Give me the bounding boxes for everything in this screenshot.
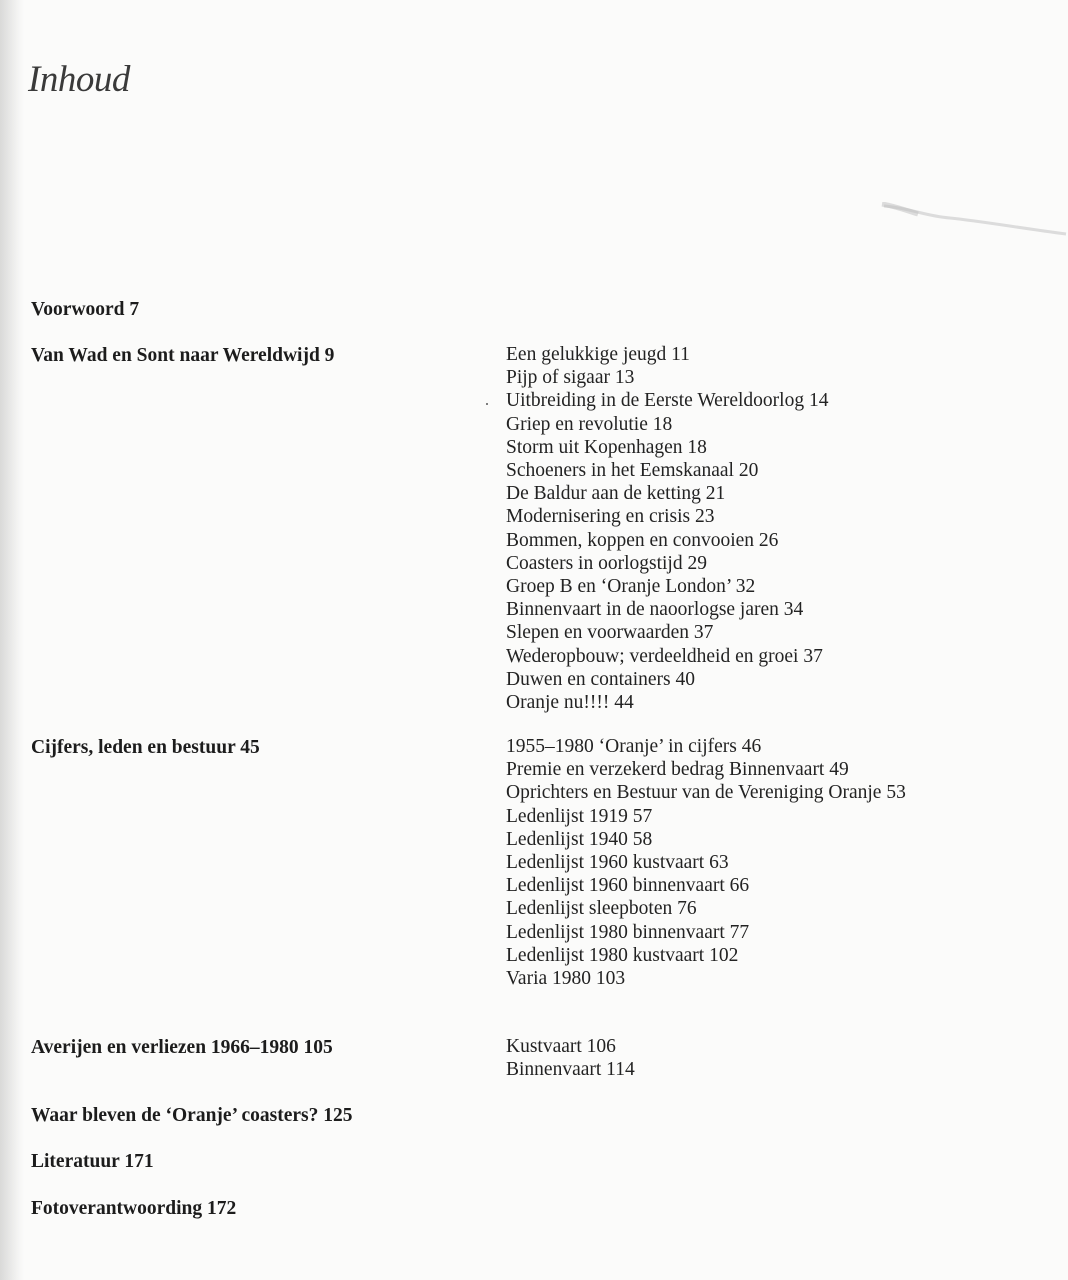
toc-entry[interactable]: De Baldur aan de ketting 21	[506, 483, 726, 505]
toc-section-oranje-coasters[interactable]: Waar bleven de ‘Oranje’ coasters? 125	[31, 1105, 353, 1126]
toc-section-fotoverantwoording[interactable]: Fotoverantwoording 172	[31, 1198, 237, 1219]
toc-entry-list-van-wad-en-sont	[506, 343, 828, 714]
toc-entry[interactable]: Ledenlijst 1919 57	[506, 805, 653, 827]
toc-entry[interactable]: Coasters in oorlogstijd 29	[506, 552, 707, 574]
toc-section-van-wad-en-sont[interactable]: Van Wad en Sont naar Wereldwijd 9	[31, 345, 335, 366]
toc-section-voorwoord[interactable]: Voorwoord 7	[31, 299, 140, 320]
toc-entry[interactable]: 1955–1980 ‘Oranje’ in cijfers 46	[506, 736, 762, 757]
toc-section-cijfers[interactable]: Cijfers, leden en bestuur 45	[31, 737, 260, 758]
toc-entry[interactable]: Slepen en voorwaarden 37	[506, 622, 714, 644]
toc-entry[interactable]: Bommen, koppen en convooien 26	[506, 529, 779, 551]
toc-entry[interactable]: Schoeners in het Eemskanaal 20	[506, 460, 759, 482]
toc-entry[interactable]: Oprichters en Bestuur van de Vereniging Oranje 53	[506, 782, 906, 804]
toc-entry[interactable]: Modernisering en crisis 23	[506, 506, 715, 528]
toc-entry[interactable]: Varia 1980 103	[506, 968, 626, 990]
toc-entry[interactable]: Uitbreiding in de Eerste Wereldoorlog 14	[506, 390, 829, 412]
toc-entry[interactable]: Premie en verzekerd bedrag Binnenvaart 49	[506, 759, 849, 781]
toc-entry[interactable]: Ledenlijst sleepboten 76	[506, 898, 697, 920]
toc-entry[interactable]: Kustvaart 106	[506, 1036, 616, 1057]
toc-entry[interactable]: Binnenvaart 114	[506, 1059, 635, 1081]
toc-entry[interactable]: Griep en revolutie 18	[506, 413, 673, 435]
toc-entry[interactable]: Groep B en ‘Oranje London’ 32	[506, 576, 756, 598]
toc-section-averijen[interactable]: Averijen en verliezen 1966–1980 105	[31, 1037, 333, 1058]
toc-entry[interactable]: Wederopbouw; verdeeldheid en groei 37	[506, 645, 823, 667]
toc-entry[interactable]: Binnenvaart in de naoorlogse jaren 34	[506, 599, 804, 621]
toc-entry[interactable]: Ledenlijst 1980 binnenvaart 77	[506, 921, 750, 943]
toc-entry-list-averijen	[506, 1035, 635, 1081]
page-title: Inhoud	[28, 59, 130, 100]
page-binding-edge	[0, 0, 24, 1280]
stray-mark	[486, 403, 488, 405]
toc-entry-list-cijfers	[506, 735, 906, 990]
toc-entry[interactable]: Oranje nu!!!! 44	[506, 692, 634, 714]
toc-entry[interactable]: Ledenlijst 1980 kustvaart 102	[506, 944, 739, 966]
toc-entry[interactable]: Pijp of sigaar 13	[506, 367, 635, 389]
toc-entry[interactable]: Ledenlijst 1940 58	[506, 828, 653, 850]
toc-entry[interactable]: Een gelukkige jeugd 11	[506, 344, 690, 365]
toc-entry[interactable]: Duwen en containers 40	[506, 668, 695, 690]
toc-entry[interactable]: Storm uit Kopenhagen 18	[506, 436, 707, 458]
toc-section-literatuur[interactable]: Literatuur 171	[31, 1151, 154, 1172]
paper-smudge	[880, 202, 1068, 236]
toc-entry[interactable]: Ledenlijst 1960 kustvaart 63	[506, 852, 729, 874]
toc-entry[interactable]: Ledenlijst 1960 binnenvaart 66	[506, 875, 750, 897]
